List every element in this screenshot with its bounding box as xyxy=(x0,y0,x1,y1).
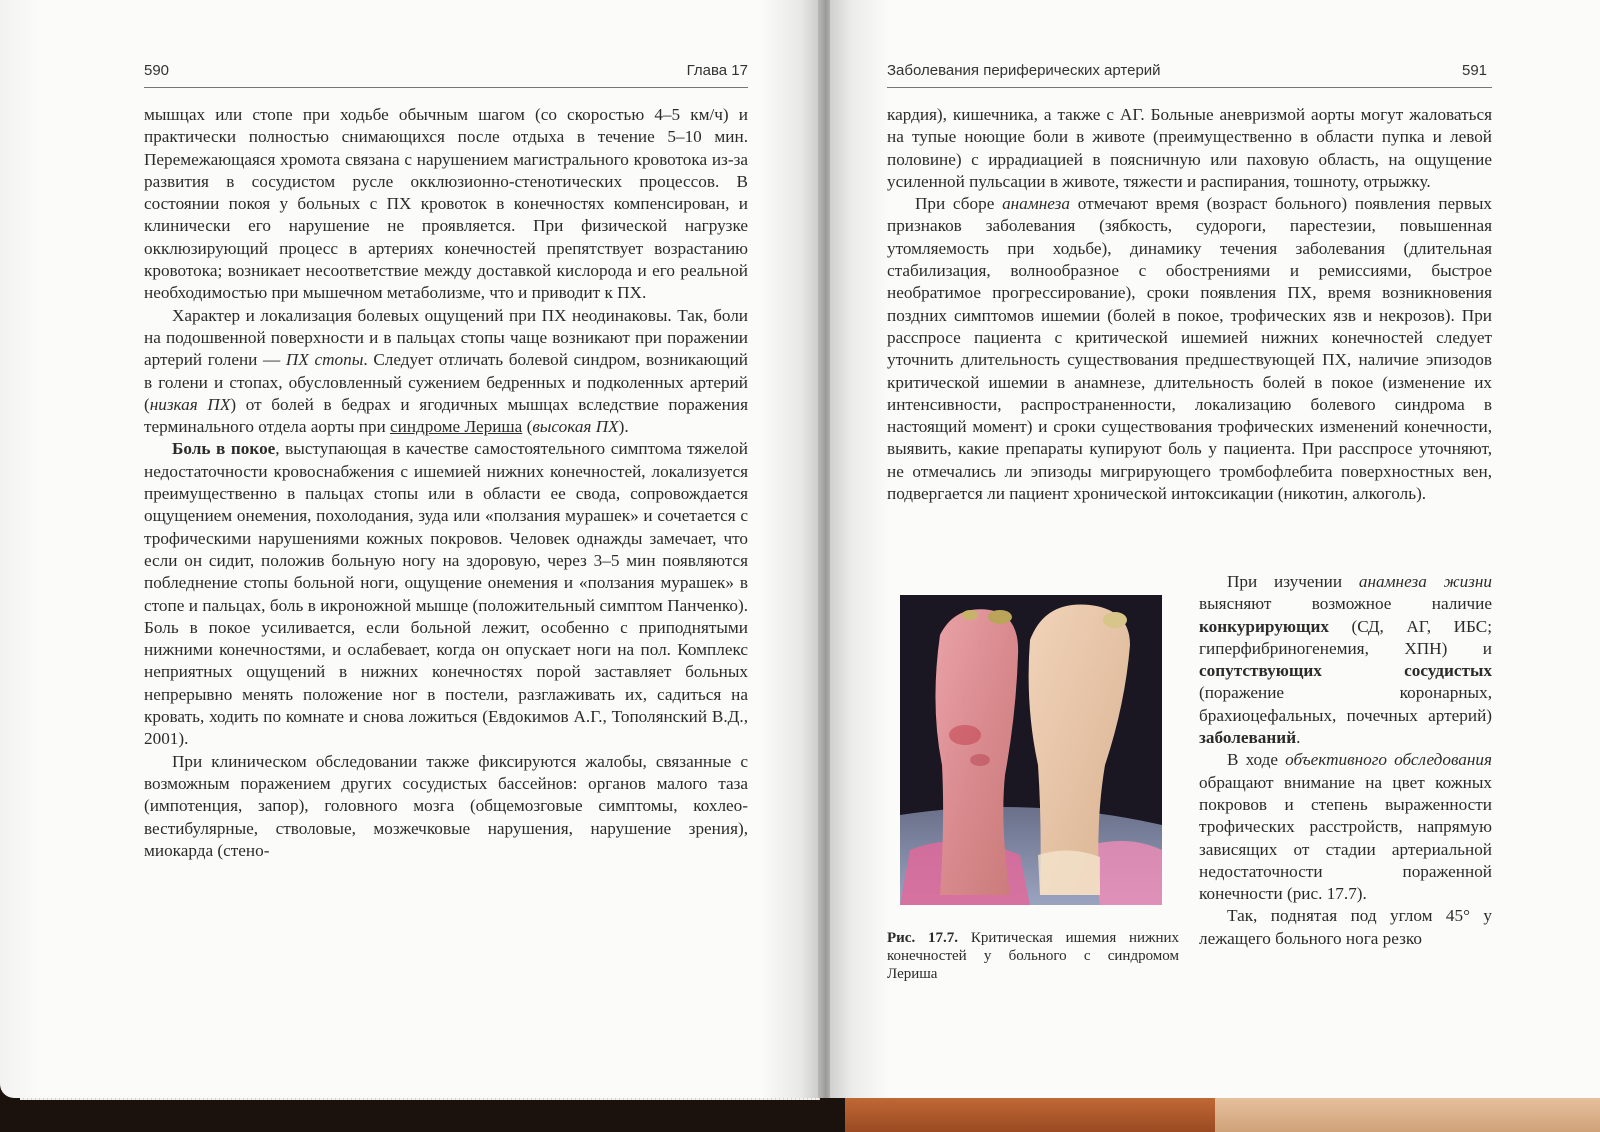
text-run: ) от болей в бедрах и ягодичных мышцах вследствие поражения терминального отдела аорты при xyxy=(144,394,748,437)
text-run: . xyxy=(1296,728,1301,748)
text-run: обращают внимание на цвет кожных покровов и степень выраженности трофических расстройств, напрямую зависящих от стадии артериальной недостаточности пораженной конечности (рис. 17.7). xyxy=(1199,772,1492,904)
paragraph xyxy=(887,104,1492,193)
paragraph xyxy=(1199,571,1492,749)
bold-term: сопутствующих сосудистых xyxy=(1199,661,1492,681)
right-page-number: 591 xyxy=(1462,62,1488,79)
figure-photo-feet xyxy=(900,595,1162,905)
paragraph xyxy=(1199,905,1492,950)
paragraph xyxy=(144,305,748,439)
left-running-head: Глава 17 xyxy=(686,62,748,79)
bold-term: Боль в покое xyxy=(172,439,276,459)
paragraph xyxy=(887,193,1492,505)
text-run: В ходе xyxy=(1227,750,1286,770)
paragraph xyxy=(144,438,748,750)
figure-label: Рис. 17.7. xyxy=(887,930,959,946)
left-body-text xyxy=(144,104,748,862)
text-run: При клиническом обследовании также фиксируются жалобы, связанные с возможным поражением других сосудистых бассейнов: органов малого таза (импотенция, запор), головного мозга (общемозговые симптомы, кохлео-вестибулярные, стволовые, мозжечковые нарушения, нарушение зрения), миокарда (стено- xyxy=(144,751,748,860)
italic-term: анамнеза xyxy=(1002,194,1070,214)
bold-term: заболеваний xyxy=(1199,728,1297,748)
underlined-term: синдроме Лериша xyxy=(390,417,523,437)
italic-term: анамнеза жизни xyxy=(1358,572,1492,591)
right-running-head: Заболевания периферических артерий xyxy=(887,62,1161,79)
text-run: (поражение коронарных, брахиоцефальных, почечных артерий) xyxy=(1199,683,1492,725)
book-edge-orange xyxy=(845,1096,1215,1132)
paragraph xyxy=(144,751,748,862)
left-header-rule xyxy=(144,87,748,88)
figure-caption xyxy=(887,929,1179,983)
paragraph xyxy=(144,104,748,305)
figure-caption-text: Критическая ишемия нижних конечностей у больного с синдромом Лериша xyxy=(887,930,1179,982)
text-run: кардия), кишечника, а также с АГ. Больные аневризмой аорты могут жаловаться на тупые ноющие боли в животе (преимущественно в области пупка и левой половине) с иррадиацией в поясничную или паховую область, на ощущение усиленной пульсации в животе, тяжести и распирания, тошноту, отрыжку. xyxy=(887,105,1492,191)
book-edge-tan xyxy=(1215,1096,1600,1132)
italic-term: высокая ПХ xyxy=(532,417,619,437)
text-run: отмечают время (возраст больного) появления первых признаков заболевания (зябкость, судороги, парестезии, повышенная утомляемость при ходьбе), динамику течения заболевания (длительная стабилизация, волнообразное с обострениями и ремиссиями, быстрое необратимое прогрессирование), сроки появления ПХ, время возникновения поздних симптомов ишемии (болей в покое, трофических язв и некрозов). При расспросе пациента с критической ишемией нижних конечностей следует уточнить длительность существования предшествующей ПХ, наличие эпизодов критической ишемии в анамнезе, длительность болей в покое (изменение их интенсивности, распространенности, локализацию болевого синдрома в настоящий момент) и сроки существования трофических изменений конечности, выявить, какие препараты купируют боль у пациента. При расспросе уточняют, не отмечались ли эпизоды мигрирующего тромбофлебита поверхностных вен, подвергается ли пациент хронической интоксикации (никотин, алкоголь). xyxy=(887,194,1492,504)
text-run: (СД, АГ, ИБС; гиперфибриногенемия, ХПН) и xyxy=(1199,616,1492,658)
text-run: ). xyxy=(618,417,629,437)
left-page xyxy=(0,0,822,1098)
text-run: выясняют возможное наличие xyxy=(1199,594,1492,614)
text-run: мышцах или стопе при ходьбе обычным шагом (со скоростью 4–5 км/ч) и практически полностью снимающихся после отдыха в течение 5–10 мин. Перемежающаяся хромота связана с нарушением магистрального кровотока из-за развития в сосудистом русле окклюзионно-стенотических процессов. В состоянии покоя у больных с ПХ кровоток в конечностях компенсирован, и клинически его нарушение не проявляется. При физической нагрузке окклюзирующий процесс в артериях конечностей препятствует возрастанию кровотока; возникает несоответствие между доставкой кислорода и его реальной необходимостью при мышечном метаболизме, что и приводит к ПХ. xyxy=(144,105,748,303)
bold-term: конкурирующих xyxy=(1199,616,1329,636)
italic-term: объективного обследования xyxy=(1285,750,1492,770)
text-run: При изучении xyxy=(1227,572,1359,591)
text-run: , выступающая в качестве самостоятельного симптома тяжелой недостаточности кровоснабжения с ишемией нижних конечностей, локализуется преимущественно в пальцах стопы или в области ее свода, сопровождается ощущением онемения, похолодания, зуда или «ползания мурашек» и сочетается с трофическими нарушениями кожных покровов. Человек однажды замечает, что если он сидит, положив больную ногу на здоровую, через 3–5 мин появляются побледнение стопы больной ноги, ощущение онемения и «ползания мурашек» в стопе и пальцах, боль в икроножной мышце (положительный симптом Панченко). Боль в покое усиливается, если больной лежит, особенно с приподнятыми нижними конечностями, и ослабевает, когда он опускает ноги на пол. Комплекс неприятных ощущений в нижних конечностях порой заставляет больных непрерывно менять положение ног в постели, разглаживать их, садиться на кровать, ходить по комнате и снова ложиться (Евдокимов А.Г., Тополянский В.Д., 2001). xyxy=(144,439,748,749)
italic-term: ПХ стопы xyxy=(285,350,364,370)
paragraph xyxy=(1199,749,1492,905)
italic-term: низкая ПХ xyxy=(149,394,231,414)
left-page-number: 590 xyxy=(144,62,170,79)
right-side-column-text xyxy=(1199,571,1492,950)
text-run: Характер и локализация болевых ощущений при ПХ неодинаковы. Так, боли на подошвенной поверхности и в пальцах стопы чаще возникают при поражении артерий голени — xyxy=(144,305,748,370)
right-body-text xyxy=(887,104,1492,505)
text-run: . Следует отличать болевой синдром, возникающий в голени и стопах, обусловленный сужением бедренных и подколенных артерий ( xyxy=(144,350,748,414)
text-run: Так, поднятая под углом 45° у лежащего больного нога резко xyxy=(1199,906,1492,948)
right-header-rule xyxy=(887,87,1492,88)
text-run: ( xyxy=(522,417,533,437)
text-run: При сборе xyxy=(915,194,1003,214)
